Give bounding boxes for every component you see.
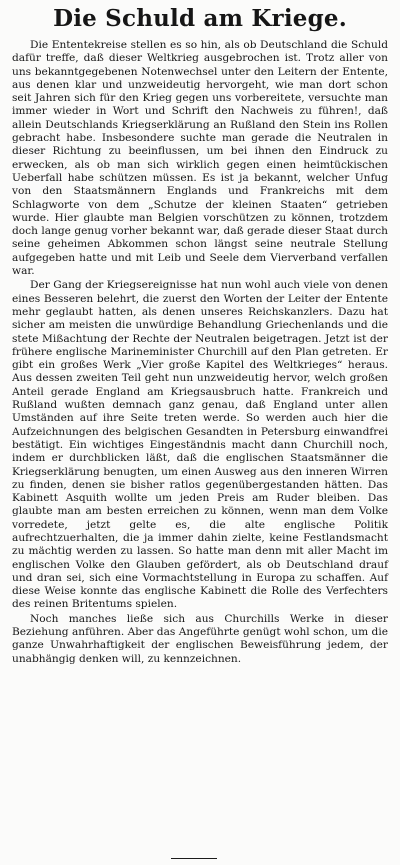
article-paragraph-2: Der Gang der Kriegsereignisse hat nun wohl auch viele von denen eines Besseren belehrt, die zuerst den Worten der Leiter der Entente mehr geglaubt hatten, als denen unseres Reichskanzlers. Dazu hat sicher am meisten die unwürdige Behandlung Griechenlands und die stete Mißachtung der Rechte der Neutralen beigetragen. Jetzt ist der frühere englische Marineminister Churchill auf den Plan getreten. Er gibt ein großes Werk „Vier große Kapitel des Weltkrieges“ heraus. Aus dessen zweiten Teil geht nun unzweideutig hervor, welch großen Anteil gerade England am Kriegsausbruch hatte. Frankreich und Rußland wußten demnach ganz genau, daß England unter allen Umständen auf ihre Seite treten werde. So werden auch hier die Aufzeichnungen des belgischen Gesandten in Petersburg einwandfrei bestätigt. Ein wichtiges Eingeständnis macht dann Churchill noch, indem er durchblicken läßt, daß die englischen Staatsmänner die Kriegserklärung benugten, um einen Ausweg aus den inneren Wirren zu finden, denen sie bisher ratlos gegenübergestanden hätten. Das Kabinett Asquith wollte um jeden Preis am Ruder bleiben. Das glaubte man am besten erreichen zu können, wenn man dem Volke vorredete, jetzt gelte es, die alte englische Politik aufrechtzuerhalten, die ja immer dahin zielte, keine Festlandsmacht zu mächtig werden zu lassen. So hatte man denn mit aller Macht im englischen Volke den Glauben gefördert, als ob Deutschland drauf und dran sei, sich eine Vormachtstellung in Europa zu schaffen. Auf diese Weise konnte das englische Kabinett die Rolle des Verfechters des reinen Britentums spielen. [12,279,388,611]
article-paragraph-3: Noch manches ließe sich aus Churchills Werke in dieser Beziehung anführen. Aber das Angeführte genügt wohl schon, um die ganze Unwahrhaftigkeit der englischen Beweisführung jedem, der unabhängig denken will, zu kennzeichnen. [12,612,388,665]
article-body [12,39,388,666]
article-paragraph-1: Die Ententekreise stellen es so hin, als ob Deutschland die Schuld dafür treffe, daß dieser Weltkrieg ausgebrochen ist. Trotz aller von uns bekanntgegebenen Notenwechsel unter den Leitern der Entente, aus denen klar und unzweideutig hervorgeht, wie man dort schon seit Jahren sich für den Krieg gegen uns vorbereitete, versuchte man immer wieder in Wort und Schrift den Nachweis zu führen!, daß allein Deutschlands Kriegserklärung an Rußland den Stein ins Rollen gebracht habe. Insbesondere suchte man gerade die Neutralen in dieser Richtung zu beeinflussen, um bei ihnen den Eindruck zu erwecken, als ob man sich wirklich gegen einen heimtückischen Ueberfall habe schützen müssen. Es ist ja bekannt, welcher Unfug von den Staatsmännern Englands und Frankreichs mit dem Schlagworte von dem „Schutze der kleinen Staaten“ getrieben wurde. Hier glaubte man Belgien vorschützen zu können, trotzdem doch lange genug vorher bekannt war, daß gerade dieser Staat durch seine geheimen Abkommen schon längst seine neutrale Stellung aufgegeben hatte und mit Leib und Seele dem Vierverband verfallen war. [12,39,388,278]
article-end-rule [171,858,217,859]
article-headline: Die Schuld am Kriege. [53,5,347,32]
